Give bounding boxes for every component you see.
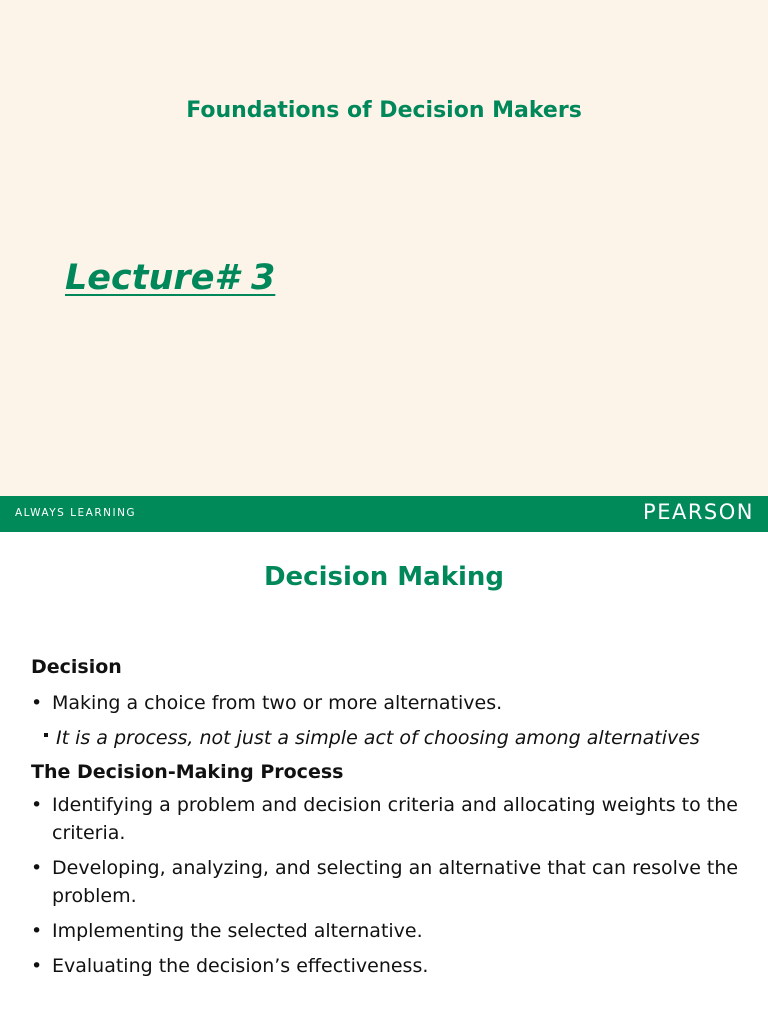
bullet-icon: • — [31, 920, 43, 942]
bullet-item: • Making a choice from two or more alternatives. — [31, 689, 741, 717]
lecture-number: Lecture# 3 — [65, 258, 276, 298]
title-slide — [0, 0, 768, 496]
bullet-icon: • — [31, 857, 43, 879]
bullet-item: • Implementing the selected alternative. — [31, 917, 741, 945]
bullet-icon: • — [31, 692, 43, 714]
slide-title: Decision Making — [263, 562, 505, 592]
content-slide — [0, 532, 768, 1024]
bullet-item: • Evaluating the decision’s effectiveness. — [31, 952, 741, 980]
square-bullet-icon — [44, 733, 48, 737]
section-heading: The Decision-Making Process — [31, 761, 344, 783]
slide-title: Foundations of Decision Makers — [186, 98, 582, 123]
sub-bullet-item: It is a process, not just a simple act of choosing among alternatives — [44, 724, 754, 752]
pearson-logo: PEARSON — [643, 500, 754, 524]
bullet-icon: • — [31, 794, 43, 816]
pearson-banner — [0, 496, 768, 532]
bullet-icon: • — [31, 955, 43, 977]
bullet-item: • Identifying a problem and decision criteria and allocating weights to the criteria. — [31, 791, 741, 847]
tagline: ALWAYS LEARNING — [15, 507, 137, 519]
bullet-item: • Developing, analyzing, and selecting an alternative that can resolve the problem. — [31, 854, 741, 910]
section-heading: Decision — [31, 656, 122, 678]
